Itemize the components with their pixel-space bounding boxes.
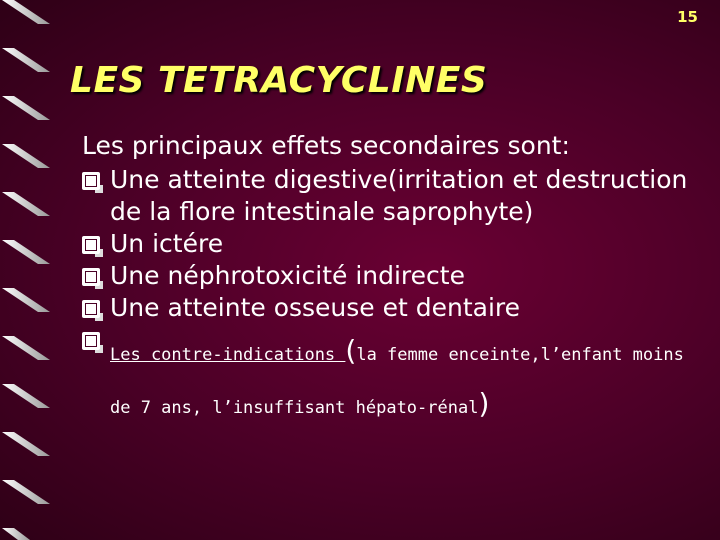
open-paren: ( bbox=[345, 334, 357, 367]
bullet-item bbox=[82, 164, 712, 228]
square-bullet-icon bbox=[82, 236, 100, 254]
contraindications-label: Les contre-indications bbox=[110, 345, 346, 365]
contraindications-item bbox=[82, 324, 712, 430]
square-bullet-icon bbox=[82, 300, 100, 318]
bullet-text: Un ictére bbox=[110, 229, 224, 258]
intro-text: Les principaux effets secondaires sont: bbox=[82, 131, 570, 160]
bullet-text: Une atteinte digestive(irritation et destruction de la flore intestinale saprophyte) bbox=[110, 165, 688, 226]
decorative-stripes bbox=[0, 0, 80, 540]
square-bullet-icon bbox=[82, 268, 100, 286]
square-bullet-icon bbox=[82, 172, 100, 190]
slide-title: LES TETRACYCLINES bbox=[70, 60, 488, 101]
slide-number: 15 bbox=[677, 8, 698, 26]
bullet-item bbox=[82, 260, 712, 292]
bullet-text: Une atteinte osseuse et dentaire bbox=[110, 293, 521, 322]
slide-body bbox=[82, 130, 712, 430]
bullet-text: Une néphrotoxicité indirecte bbox=[110, 261, 465, 290]
square-bullet-icon bbox=[82, 332, 100, 350]
bullet-item bbox=[82, 292, 712, 324]
bullet-item bbox=[82, 228, 712, 260]
contraindications-text: la femme enceinte,l’enfant moins de 7 ans, l’insuffisant hépato-rénal bbox=[110, 345, 684, 419]
close-paren: ) bbox=[478, 387, 490, 421]
